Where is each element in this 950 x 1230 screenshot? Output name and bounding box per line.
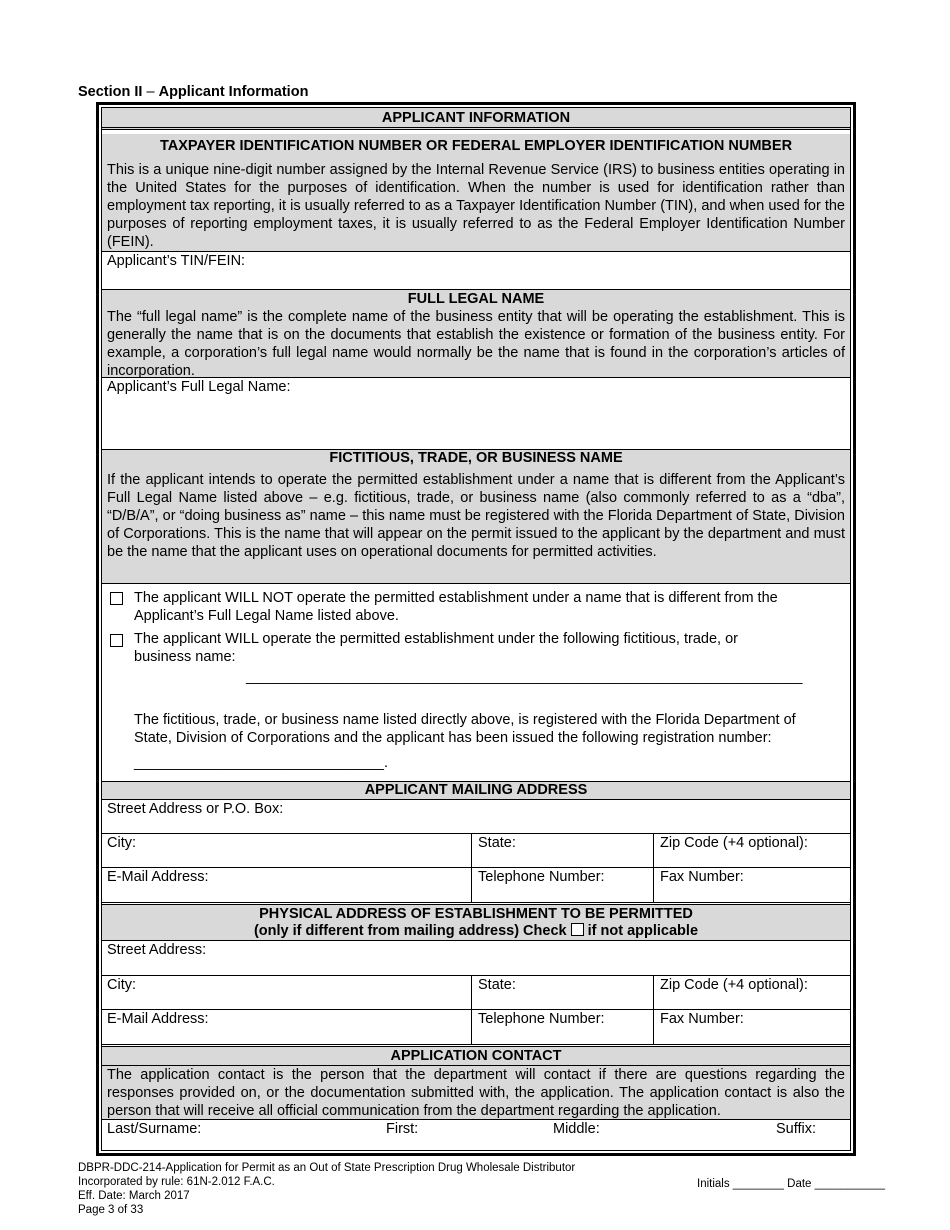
physical-heading-row <box>102 905 850 941</box>
physical-fax-label: Fax Number: <box>660 1011 744 1027</box>
not-applicable-checkbox[interactable] <box>571 923 584 936</box>
legal-name-info-block <box>102 290 850 378</box>
applicant-information-form <box>96 102 856 1156</box>
mailing-street-field[interactable] <box>102 800 850 834</box>
contact-description: The application contact is the person that the department will contact if there are questions regarding the responses provided on, or the documentation submitted with, the application. The application contact is also the person that will receive all official communication from the department regarding the application. <box>107 1067 845 1119</box>
mailing-fax-label: Fax Number: <box>660 869 744 885</box>
mailing-zip-field[interactable] <box>653 834 850 867</box>
contact-first-label: First: <box>386 1121 419 1137</box>
section-title <box>78 84 308 100</box>
physical-subheading <box>102 923 850 940</box>
contact-name-row[interactable] <box>102 1120 850 1150</box>
mailing-phone-label: Telephone Number: <box>478 869 605 885</box>
physical-street-label: Street Address: <box>107 942 207 958</box>
physical-email-label: E-Mail Address: <box>107 1011 209 1027</box>
business-name-blank[interactable]: _____________________________________________________________________ <box>246 669 803 685</box>
footer-rule: Incorporated by rule: 61N-2.012 F.A.C. <box>78 1176 275 1188</box>
tin-heading: TAXPAYER IDENTIFICATION NUMBER OR FEDERAL EMPLOYER IDENTIFICATION NUMBER <box>159 138 793 154</box>
physical-state-label: State: <box>478 977 516 993</box>
mailing-email-label: E-Mail Address: <box>107 869 209 885</box>
mailing-contact-row <box>102 868 850 905</box>
footer-eff-date: Eff. Date: March 2017 <box>78 1190 190 1202</box>
will-not-line-2: Applicant’s Full Legal Name listed above. <box>134 608 399 624</box>
physical-city-field[interactable] <box>102 976 471 1009</box>
form-inner-border <box>101 107 851 1151</box>
mailing-phone-field[interactable] <box>471 868 653 902</box>
fictitious-info-block <box>102 450 850 584</box>
fictitious-options <box>102 584 850 782</box>
footer-page-number: Page 3 of 33 <box>78 1204 144 1216</box>
will-not-line-1: The applicant WILL NOT operate the permitted establishment under a name that is different from the <box>134 590 778 606</box>
physical-contact-row <box>102 1010 850 1047</box>
tin-description: This is a unique nine-digit number assigned by the Internal Revenue Service (IRS) to business entities operating in the United States for the purposes of identification. When the number is used for identification rather than employment tax reporting, it is usually referred to as a Taxpayer Identification Number (TIN), and when used for the purposes of reporting employment taxes, it is usually referred to as the Federal Employer Identification Number (FEIN). <box>107 162 845 250</box>
fictitious-heading: FICTITIOUS, TRADE, OR BUSINESS NAME <box>329 450 623 466</box>
will-not-checkbox[interactable] <box>110 592 123 605</box>
contact-last-label: Last/Surname: <box>107 1121 202 1137</box>
physical-street-field[interactable] <box>102 941 850 976</box>
tin-field[interactable] <box>102 252 850 290</box>
physical-fax-field[interactable] <box>653 1010 850 1044</box>
physical-phone-label: Telephone Number: <box>478 1011 605 1027</box>
form-header <box>102 108 850 130</box>
initials-date-line[interactable]: Initials ________ Date ___________ <box>697 1178 885 1190</box>
footer <box>78 1161 575 1217</box>
will-line-1: The applicant WILL operate the permitted establishment under the following fictitious, trade, or <box>134 631 738 647</box>
tin-info-block <box>102 134 850 252</box>
registered-line-1: The fictitious, trade, or business name listed directly above, is registered with the Florida Department of <box>134 712 796 728</box>
physical-city-row <box>102 976 850 1010</box>
contact-suffix-label: Suffix: <box>776 1121 817 1137</box>
mailing-city-field[interactable] <box>102 834 471 867</box>
mailing-heading-row <box>102 782 850 800</box>
physical-zip-field[interactable] <box>653 976 850 1009</box>
mailing-state-label: State: <box>478 835 516 851</box>
registered-line-2: State, Division of Corporations and the applicant has been issued the following registration number: <box>134 730 772 746</box>
mailing-heading: APPLICANT MAILING ADDRESS <box>364 782 588 798</box>
physical-zip-label: Zip Code (+4 optional): <box>660 977 808 993</box>
section-label: Section II <box>78 84 143 100</box>
physical-phone-field[interactable] <box>471 1010 653 1044</box>
contact-heading: APPLICATION CONTACT <box>390 1048 562 1064</box>
legal-name-heading: FULL LEGAL NAME <box>407 291 545 307</box>
contact-middle-label: Middle: <box>553 1121 600 1137</box>
legal-name-field-label: Applicant’s Full Legal Name: <box>107 379 291 395</box>
physical-email-field[interactable] <box>102 1010 471 1044</box>
mailing-street-label: Street Address or P.O. Box: <box>107 801 284 817</box>
footer-form-id: DBPR-DDC-214-Application for Permit as an Out of State Prescription Drug Wholesale Distributor <box>78 1162 576 1174</box>
registration-number-blank[interactable]: _______________________________. <box>134 755 389 771</box>
mailing-fax-field[interactable] <box>653 868 850 902</box>
physical-heading: PHYSICAL ADDRESS OF ESTABLISHMENT TO BE PERMITTED <box>259 906 693 922</box>
legal-name-field[interactable] <box>102 378 850 450</box>
contact-info-block <box>102 1066 850 1120</box>
legal-name-description: The “full legal name” is the complete name of the business entity that will be operating the establishment. This is generally the name that is on the documents that establish the existence or formation of the business entity. For example, a corporation’s full legal name would normally be the name that is found in the corporation’s articles of incorporation. <box>107 309 845 379</box>
mailing-state-field[interactable] <box>471 834 653 867</box>
form-header-text: APPLICANT INFORMATION <box>381 110 571 126</box>
will-line-2: business name: <box>134 649 236 665</box>
mailing-city-row <box>102 834 850 868</box>
physical-state-field[interactable] <box>471 976 653 1009</box>
will-checkbox[interactable] <box>110 634 123 647</box>
contact-heading-row <box>102 1047 850 1066</box>
physical-city-label: City: <box>107 977 136 993</box>
fictitious-description: If the applicant intends to operate the permitted establishment under a name that is different from the Applicant’s Full Legal Name listed above – e.g. fictitious, trade, or business name (also commonly referred to as a “dba”, “D/B/A”, or “doing business as” name – this name must be registered with the Florida Department of State, Division of Corporations. This is the name that will appear on the permit issued to the applicant by the department and must be the name that the applicant uses on operational documents for permitted activities. <box>107 472 845 560</box>
physical-subheading-pre: (only if different from mailing address) Check <box>253 923 567 939</box>
mailing-zip-label: Zip Code (+4 optional): <box>660 835 808 851</box>
physical-subheading-post: if not applicable <box>587 923 699 939</box>
mailing-city-label: City: <box>107 835 136 851</box>
tin-field-label: Applicant’s TIN/FEIN: <box>107 253 246 269</box>
section-name: Applicant Information <box>158 84 309 100</box>
section-dash: – <box>142 84 159 100</box>
mailing-email-field[interactable] <box>102 868 471 902</box>
